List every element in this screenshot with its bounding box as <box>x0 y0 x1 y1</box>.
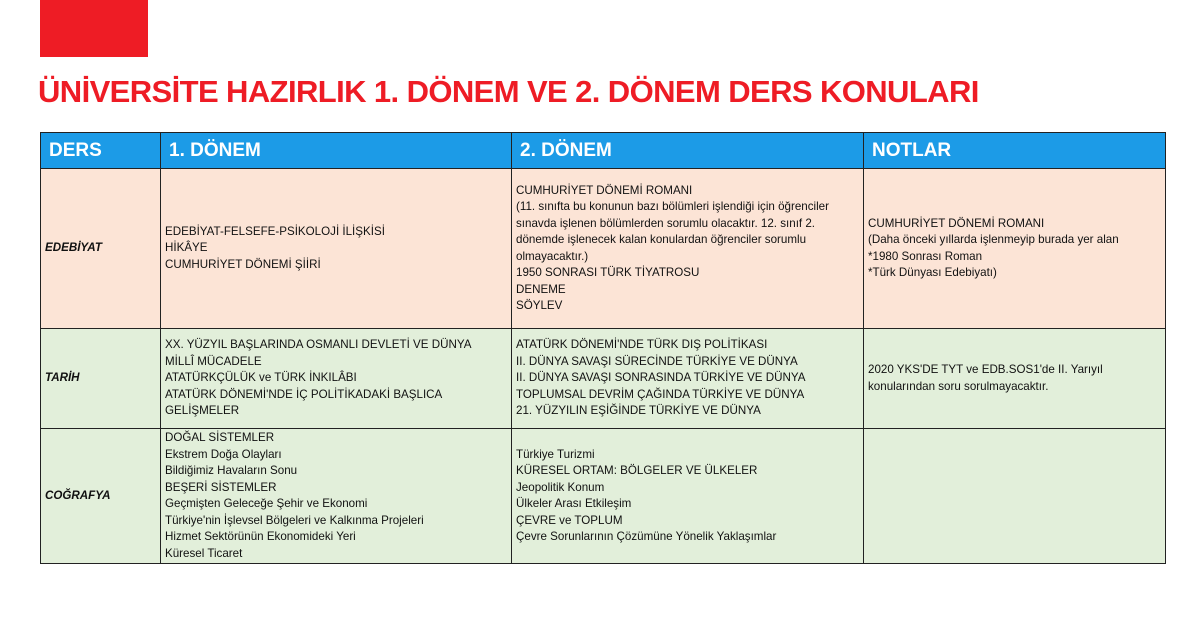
cell-line: EDEBİYAT-FELSEFE-PSİKOLOJİ İLİŞKİSİ <box>165 224 385 238</box>
cell-line: ATATÜRKÇÜLÜK ve TÜRK İNKILÂBI <box>165 371 357 385</box>
subject-edebiyat: EDEBİYAT <box>41 169 161 329</box>
cell-line: *1980 Sonrası Roman <box>868 249 983 263</box>
cell-line: CUMHURİYET DÖNEMİ ROMANI <box>868 216 1045 230</box>
cell-line: CUMHURİYET DÖNEMİ ŞİİRİ <box>165 257 321 271</box>
cell-line: TOPLUMSAL DEVRİM ÇAĞINDA TÜRKİYE VE DÜNYA <box>516 387 805 401</box>
header-notlar: NOTLAR <box>864 133 1166 169</box>
row-cografya <box>41 429 1166 564</box>
cell-line: XX. YÜZYIL BAŞLARINDA OSMANLI DEVLETİ VE DÜNYA <box>165 338 472 352</box>
cell-cografya-donem-1 <box>161 429 512 564</box>
cell-line: DENEME <box>516 282 566 296</box>
cell-line: II. DÜNYA SAVAŞI SONRASINDA TÜRKİYE VE DÜNYA <box>516 371 806 385</box>
cell-line: 2020 YKS'DE TYT ve EDB.SOS1'de II. Yarıyıl <box>868 363 1103 376</box>
cell-line: Hizmet Sektörünün Ekonomideki Yeri <box>165 530 356 543</box>
header-donem-1: 1. DÖNEM <box>161 133 512 169</box>
cell-line: Çevre Sorunlarının Çözümüne Yönelik Yaklaşımlar <box>516 530 777 543</box>
page-title: ÜNİVERSİTE HAZIRLIK 1. DÖNEM VE 2. DÖNEM DERS KONULARI <box>38 74 979 109</box>
subject-tarih: TARİH <box>41 329 161 429</box>
cell-line: GELİŞMELER <box>165 404 240 418</box>
cell-cografya-notlar <box>864 429 1166 564</box>
cell-edebiyat-donem-2 <box>512 169 864 329</box>
cell-edebiyat-notlar <box>864 169 1166 329</box>
brand-red-bar <box>40 0 148 57</box>
cell-cografya-donem-2 <box>512 429 864 564</box>
curriculum-table <box>40 132 1166 564</box>
cell-tarih-notlar <box>864 329 1166 429</box>
cell-line: Bildiğimiz Havaların Sonu <box>165 464 298 477</box>
cell-line: KÜRESEL ORTAM: BÖLGELER VE ÜLKELER <box>516 464 758 477</box>
cell-line: BEŞERİ SİSTEMLER <box>165 480 277 494</box>
cell-line: Ekstrem Doğa Olayları <box>165 447 282 461</box>
cell-line: CUMHURİYET DÖNEMİ ROMANI <box>516 183 693 197</box>
cell-tarih-donem-1 <box>161 329 512 429</box>
row-tarih <box>41 329 1166 429</box>
cell-line: sınavda işlenen bölümlerden sorumlu olacaktır. 12. sınıf 2. <box>516 216 816 230</box>
cell-line: Küresel Ticaret <box>165 546 243 560</box>
cell-line: ATATÜRK DÖNEMİ'NDE İÇ POLİTİKADAKİ BAŞLICA <box>165 387 443 401</box>
cell-line: (Daha önceki yıllarda işlenmeyip burada yer alan <box>868 233 1119 246</box>
cell-line: konularından soru sorulmayacaktır. <box>868 379 1049 393</box>
cell-line: ÇEVRE ve TOPLUM <box>516 513 623 527</box>
cell-line: Geçmişten Geleceğe Şehir ve Ekonomi <box>165 497 368 510</box>
header-donem-2: 2. DÖNEM <box>512 133 864 169</box>
header-ders: DERS <box>41 133 161 169</box>
row-edebiyat <box>41 169 1166 329</box>
cell-line: 1950 SONRASI TÜRK TİYATROSU <box>516 266 700 279</box>
cell-tarih-donem-2 <box>512 329 864 429</box>
cell-line: (11. sınıfta bu konunun bazı bölümleri işlendiği için öğrenciler <box>516 200 829 213</box>
cell-line: olmayacaktır.) <box>516 249 589 263</box>
cell-line: SÖYLEV <box>516 299 563 312</box>
cell-line: dönemde işlenecek kalan konulardan öğrenciler sorumlu <box>516 233 807 246</box>
cell-line: 21. YÜZYILIN EŞİĞİNDE TÜRKİYE VE DÜNYA <box>516 404 761 418</box>
cell-line: DOĞAL SİSTEMLER <box>165 431 275 444</box>
cell-line: Jeopolitik Konum <box>516 480 605 494</box>
cell-line: *Türk Dünyası Edebiyatı) <box>868 266 997 279</box>
cell-line: Türkiye Turizmi <box>516 447 595 461</box>
cell-line: Ülkeler Arası Etkileşim <box>516 497 632 510</box>
cell-line: ATATÜRK DÖNEMİ'NDE TÜRK DIŞ POLİTİKASI <box>516 338 768 352</box>
subject-cografya: COĞRAFYA <box>41 429 161 564</box>
header-row <box>41 133 1166 169</box>
cell-line: Türkiye'nin İşlevsel Bölgeleri ve Kalkınma Projeleri <box>165 513 424 527</box>
cell-line: II. DÜNYA SAVAŞI SÜRECİNDE TÜRKİYE VE DÜNYA <box>516 354 798 368</box>
cell-line: HİKÂYE <box>165 241 208 255</box>
cell-line: MİLLÎ MÜCADELE <box>165 354 262 368</box>
cell-edebiyat-donem-1 <box>161 169 512 329</box>
